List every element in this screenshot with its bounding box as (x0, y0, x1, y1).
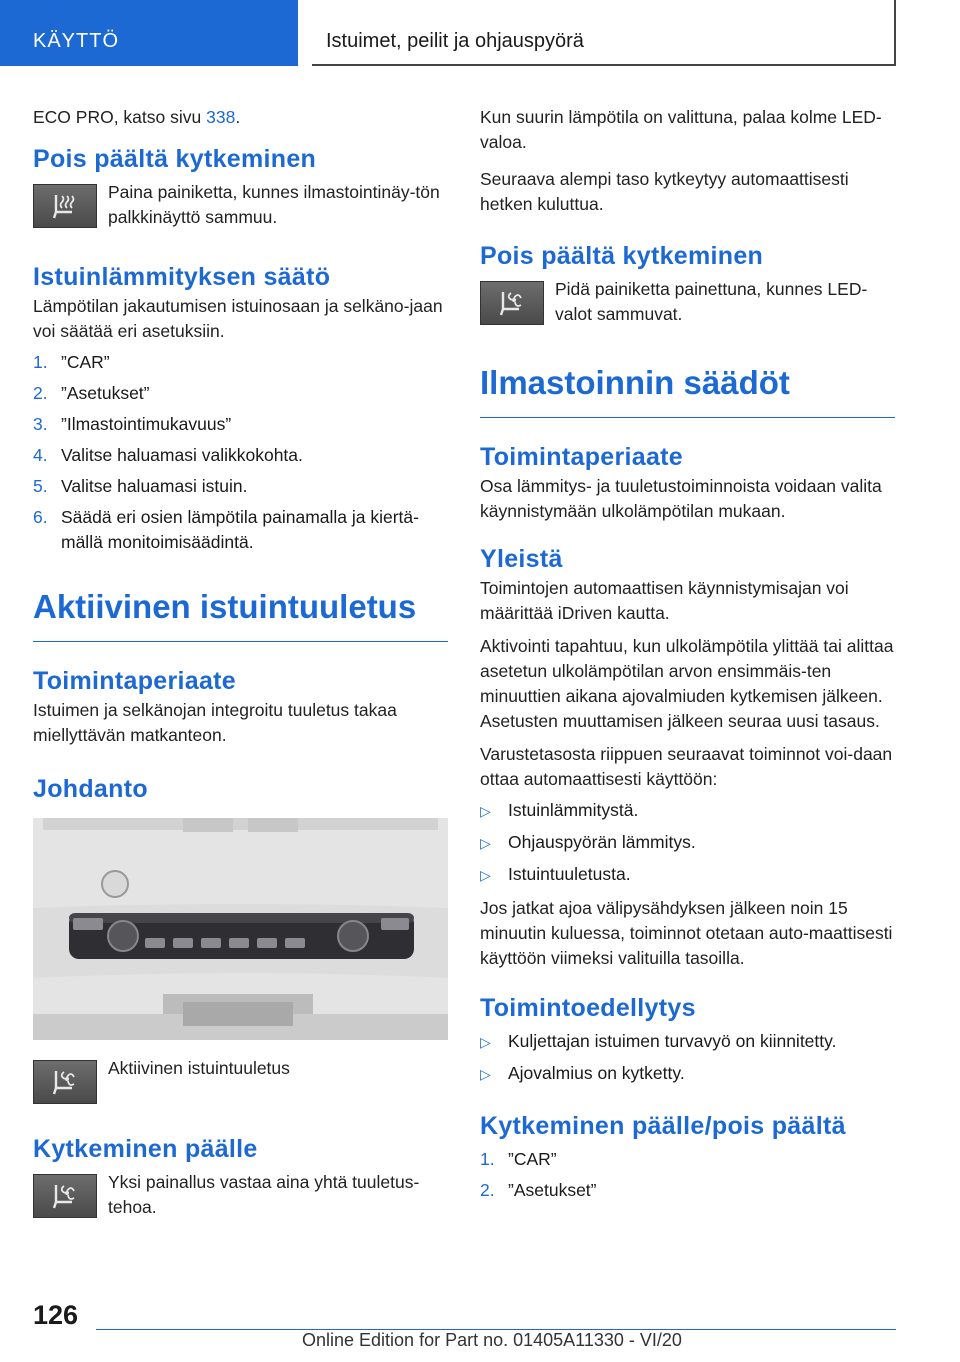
switch-off-2-row (480, 277, 895, 327)
switch-off-text: Paina painiketta, kunnes ilmastointinäy-tön palkkinäyttö sammuu. (108, 182, 440, 227)
header-section-label: KÄYTTÖ (33, 30, 120, 52)
general-text-2: Aktivointi tapahtuu, kun ulkolämpötila ylittää tai alittaa asetetun ulkolämpötilan arvon ensimmäis-ten minuuttien aikana ajovalmiuden kytkemisen jälkeen. Asetusten muuttamisen jälkeen seuraa uusi tasaus. (480, 636, 894, 731)
header-title-box (312, 0, 896, 66)
list-item: ▷ Istuintuuletusta. (480, 862, 895, 888)
heading-switch-on: Kytkeminen päälle (33, 1135, 258, 1163)
list-item: 3. ”Ilmastointimukavuus” (33, 414, 232, 434)
left-column (33, 100, 448, 1220)
heading-condition: Toimintoedellytys (480, 994, 696, 1022)
seat-ventilation-button-icon (33, 1060, 97, 1104)
list-item: ▷ Ajovalmius on kytketty. (480, 1061, 895, 1087)
heading-seat-heating-adjust: Istuinlämmityksen säätö (33, 263, 331, 291)
right-column (480, 100, 895, 1203)
principle-text: Istuimen ja selkänojan integroitu tuuletus takaa miellyttävän matkanteon. (33, 700, 397, 745)
triangle-bullet-icon: ▷ (480, 1066, 491, 1082)
seat-ventilation-button-icon (480, 281, 544, 325)
heading-general: Yleistä (480, 545, 563, 573)
list-item: 4. Valitse haluamasi valikkokohta. (33, 445, 303, 465)
header-section-tab (0, 0, 298, 66)
max-temp-text: Kun suurin lämpötila on valittuna, palaa kolme LED-valoa. (480, 107, 882, 152)
heading-introduction: Johdanto (33, 775, 148, 803)
triangle-bullet-icon: ▷ (480, 867, 491, 883)
seat-heating-steps (33, 350, 448, 555)
list-item: ▷ Ohjauspyörän lämmitys. (480, 830, 895, 856)
climate-control-panel-photo (33, 818, 448, 1040)
heading-switch-on-off: Kytkeminen päälle/pois päältä (480, 1112, 846, 1140)
general-text-4: Jos jatkat ajoa välipysähdyksen jälkeen noin 15 minuutin kuluessa, toiminnot otetaan auto-maattisesti käyttöön viimeksi valituilla tasoilla. (480, 898, 893, 968)
switch-on-off-steps (480, 1147, 895, 1203)
condition-list (480, 1029, 895, 1087)
heading-principle: Toimintaperiaate (33, 667, 236, 695)
list-item: 1. ”CAR” (480, 1149, 557, 1169)
header-title: Istuimet, peilit ja ohjauspyörä (326, 30, 584, 52)
page-number: 126 (33, 1300, 79, 1330)
switch-on-row (33, 1170, 448, 1220)
auto-functions-list (480, 798, 895, 888)
triangle-bullet-icon: ▷ (480, 803, 491, 819)
general-text-1: Toimintojen automaattisen käynnistymisajan voi määrittää iDriven kautta. (480, 578, 849, 623)
seat-heating-adjust-text: Lämpötilan jakautumisen istuinosaan ja selkäno-jaan voi säätää eri asetuksiin. (33, 296, 443, 341)
list-item: ▷ Istuinlämmitystä. (480, 798, 895, 824)
eco-pro-reference: ECO PRO, katso sivu 338. (33, 107, 241, 127)
page-link[interactable]: 338 (206, 107, 236, 127)
auto-lower-text: Seuraava alempi taso kytkeytyy automaattisesti hetken kuluttua. (480, 169, 849, 214)
list-item: 2. ”Asetukset” (480, 1180, 597, 1200)
heading-principle-2: Toimintaperiaate (480, 443, 683, 471)
list-item: 2. ”Asetukset” (33, 383, 150, 403)
title-climate-settings: Ilmastoinnin säädöt (480, 363, 895, 418)
switch-off-row (33, 180, 448, 230)
triangle-bullet-icon: ▷ (480, 835, 491, 851)
list-item: 1. ”CAR” (33, 352, 110, 372)
principle-2-text: Osa lämmitys- ja tuuletustoiminnoista voidaan valita käynnistymään ulkolämpötilan mukaan. (480, 476, 882, 521)
seat-heating-button-icon (33, 184, 97, 228)
ventilation-button-row (33, 1056, 448, 1104)
switch-off-2-text: Pidä painiketta painettuna, kunnes LED-valot sammuvat. (555, 279, 868, 324)
list-item: 5. Valitse haluamasi istuin. (33, 476, 248, 496)
list-item: ▷ Kuljettajan istuimen turvavyö on kiinnitetty. (480, 1029, 895, 1055)
title-active-seat-ventilation: Aktiivinen istuintuuletus (33, 587, 448, 642)
switch-on-text: Yksi painallus vastaa aina yhtä tuuletus-tehoa. (108, 1172, 420, 1217)
ventilation-button-caption: Aktiivinen istuintuuletus (108, 1058, 290, 1078)
heading-switch-off-2: Pois päältä kytkeminen (480, 242, 764, 270)
list-item: 6. Säädä eri osien lämpötila painamalla ja kiertä-mällä monitoimisäädintä. (33, 507, 419, 552)
footer-edition: Online Edition for Part no. 01405A11330 - VI/20 (302, 1330, 682, 1350)
triangle-bullet-icon: ▷ (480, 1034, 491, 1050)
seat-ventilation-button-icon (33, 1174, 97, 1218)
heading-switch-off: Pois päältä kytkeminen (33, 145, 317, 173)
general-text-3: Varustetasosta riippuen seuraavat toiminnot voi-daan ottaa automaattisesti käyttöön: (480, 744, 893, 789)
